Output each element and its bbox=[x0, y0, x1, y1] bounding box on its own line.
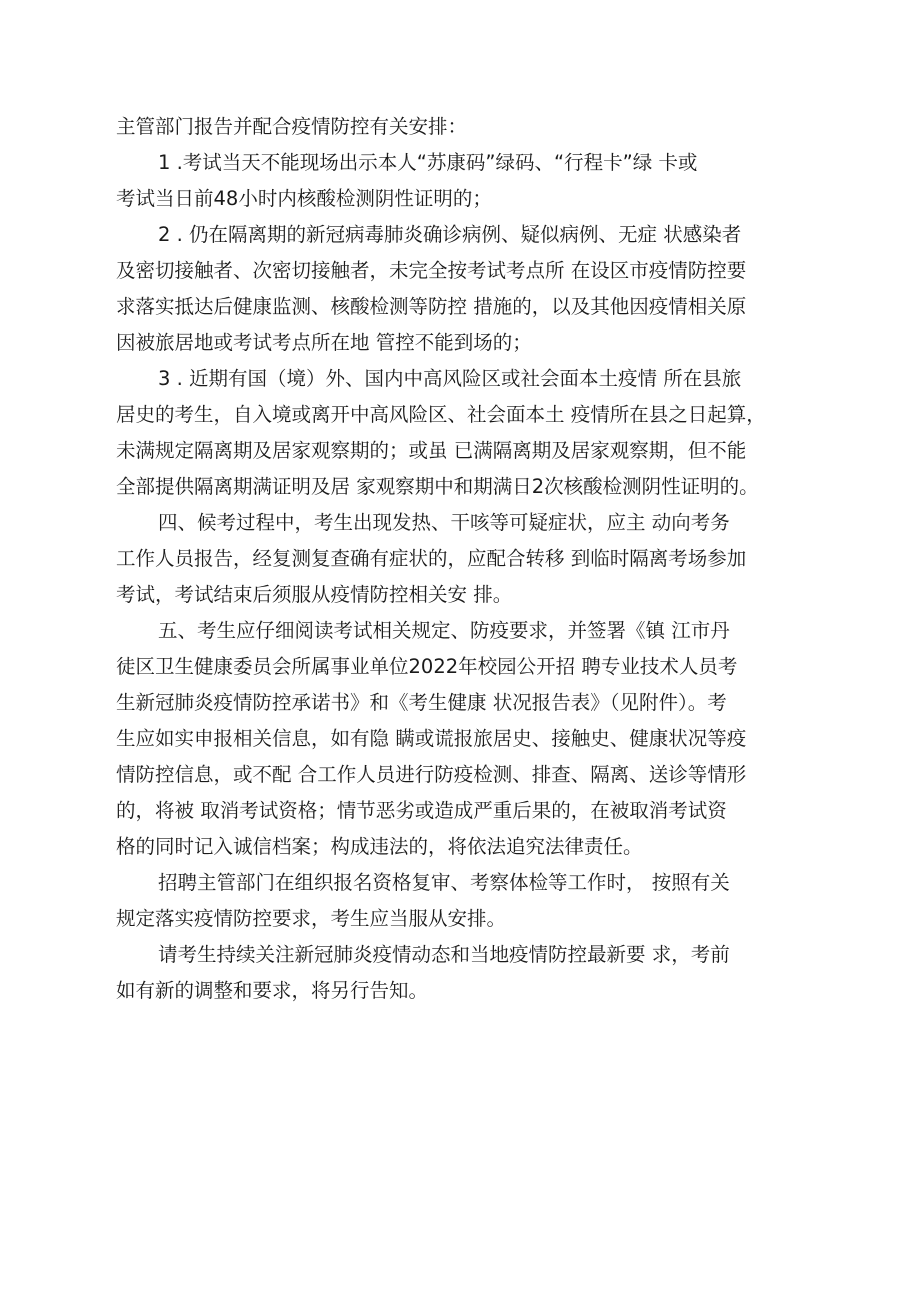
document-body bbox=[116, 109, 816, 1009]
text-line: 生新冠肺炎疫情防控承诺书》和《考生健康 状况报告表》（见附件）。考 bbox=[116, 691, 727, 714]
text-line: 因被旅居地或考试考点所在地 管控不能到场的； bbox=[116, 331, 532, 354]
paragraph-recruitment-dept bbox=[116, 865, 816, 937]
text-line: 招聘主管部门在组织报名资格复审、考察体检等工作时， 按照有关 bbox=[158, 871, 730, 894]
text-line: 求落实抵达后健康监测、核酸检测等防控 措施的，以及其他因疫情相关原 bbox=[116, 295, 747, 318]
paragraph-closing-notice bbox=[116, 937, 816, 1009]
paragraph-section-4 bbox=[116, 505, 816, 613]
text-line: 居史的考生，自入境或离开中高风险区、社会面本土 疫情所在县之日起算， bbox=[116, 403, 766, 426]
paragraph-item-3 bbox=[116, 361, 816, 505]
text-line: 考试当日前48小时内核酸检测阴性证明的； bbox=[116, 187, 492, 210]
text-line: 规定落实疫情防控要求，考生应当服从安排。 bbox=[116, 907, 507, 930]
text-line: 请考生持续关注新冠肺炎疫情动态和当地疫情防控最新要 求，考前 bbox=[158, 943, 730, 966]
text-line: 格的同时记入诚信档案；构成违法的，将依法追究法律责任。 bbox=[116, 835, 643, 858]
text-line: 情防控信息，或不配 合工作人员进行防疫检测、排查、隔离、送诊等情形 bbox=[116, 763, 747, 786]
text-line: 1 .考试当天不能现场出示本人“苏康码”绿码、“行程卡”绿 卡或 bbox=[158, 151, 698, 174]
paragraph-section-5 bbox=[116, 613, 816, 865]
paragraph-item-2 bbox=[116, 217, 816, 361]
text-line: 五、考生应仔细阅读考试相关规定、防疫要求，并签署《镇 江市丹 bbox=[158, 619, 730, 642]
text-line: 工作人员报告，经复测复查确有症状的，应配合转移 到临时隔离考场参加 bbox=[116, 547, 747, 570]
paragraph-item-1 bbox=[116, 145, 816, 217]
text-line: 主管部门报告并配合疫情防控有关安排： bbox=[116, 115, 468, 138]
text-line: 2 . 仍在隔离期的新冠病毒肺炎确诊病例、疑似病例、无症 状感染者 bbox=[158, 223, 742, 246]
text-line: 四、候考过程中，考生出现发热、干咳等可疑症状，应主 动向考务 bbox=[158, 511, 730, 534]
text-line: 生应如实申报相关信息，如有隐 瞒或谎报旅居史、接触史、健康状况等疫 bbox=[116, 727, 747, 750]
text-line: 徒区卫生健康委员会所属事业单位2022年校园公开招 聘专业技术人员考 bbox=[116, 655, 738, 678]
text-line: 及密切接触者、次密切接触者，未完全按考试考点所 在设区市疫情防控要 bbox=[116, 259, 747, 282]
text-line: 如有新的调整和要求，将另行告知。 bbox=[116, 979, 429, 1002]
text-line: 3 . 近期有国（境）外、国内中高风险区或社会面本土疫情 所在县旅 bbox=[158, 367, 742, 390]
text-line: 考试，考试结束后须服从疫情防控相关安 排。 bbox=[116, 583, 513, 606]
text-line: 的，将被 取消考试资格；情节恶劣或造成严重后果的，在被取消考试资 bbox=[116, 799, 727, 822]
text-line: 全部提供隔离期满证明及居 家观察期中和期满日2次核酸检测阴性证明的。 bbox=[116, 475, 759, 498]
paragraph-intro bbox=[116, 109, 816, 145]
text-line: 未满规定隔离期及居家观察期的；或虽 已满隔离期及居家观察期，但不能 bbox=[116, 439, 747, 462]
